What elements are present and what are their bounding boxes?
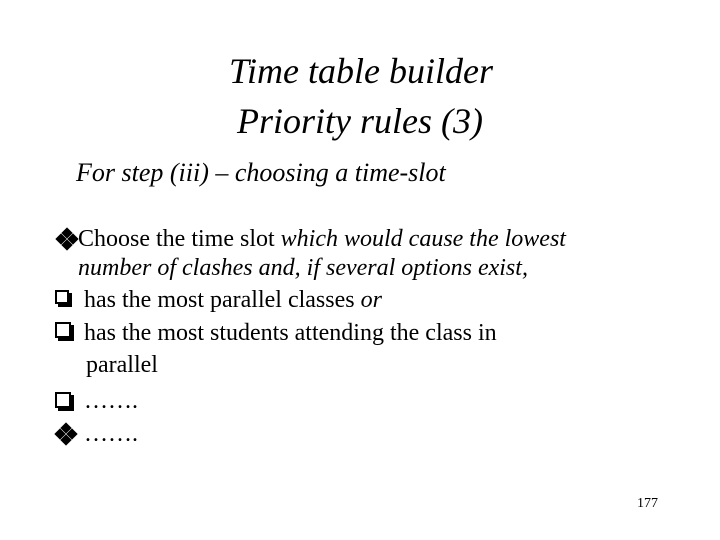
bullet-5-line: …….	[84, 421, 138, 447]
square-bullet-icon	[55, 392, 71, 408]
bullet-2-plain-text: has the most parallel classes	[84, 287, 361, 313]
diamond-bullet-icon	[57, 229, 77, 249]
page-number: 177	[637, 496, 658, 511]
bullet-1-plain-text: Choose the time slot	[78, 226, 281, 252]
square-bullet-icon	[55, 322, 71, 338]
title-line-2: Priority rules (3)	[237, 101, 483, 141]
bullet-3-line-2: parallel	[86, 352, 158, 378]
slide-title	[0, 51, 720, 91]
diamond-bullet-icon	[56, 424, 76, 444]
title-line-1: Time table builder	[229, 51, 493, 91]
slide-title-2	[0, 101, 720, 141]
bullet-1-line-1	[78, 224, 566, 254]
bullet-1-italic-text: which would cause the lowest	[280, 226, 566, 252]
bullet-2-line	[84, 285, 382, 315]
bullet-3-line-1: has the most students attending the class in	[84, 320, 497, 346]
bullet-2-italic-text: or	[360, 287, 382, 313]
square-bullet-icon	[55, 290, 69, 304]
bullet-1-line-2: number of clashes and, if several options exist,	[78, 255, 528, 281]
slide-subtitle: For step (iii) – choosing a time-slot	[76, 158, 446, 187]
bullet-4-line: …….	[84, 388, 138, 414]
